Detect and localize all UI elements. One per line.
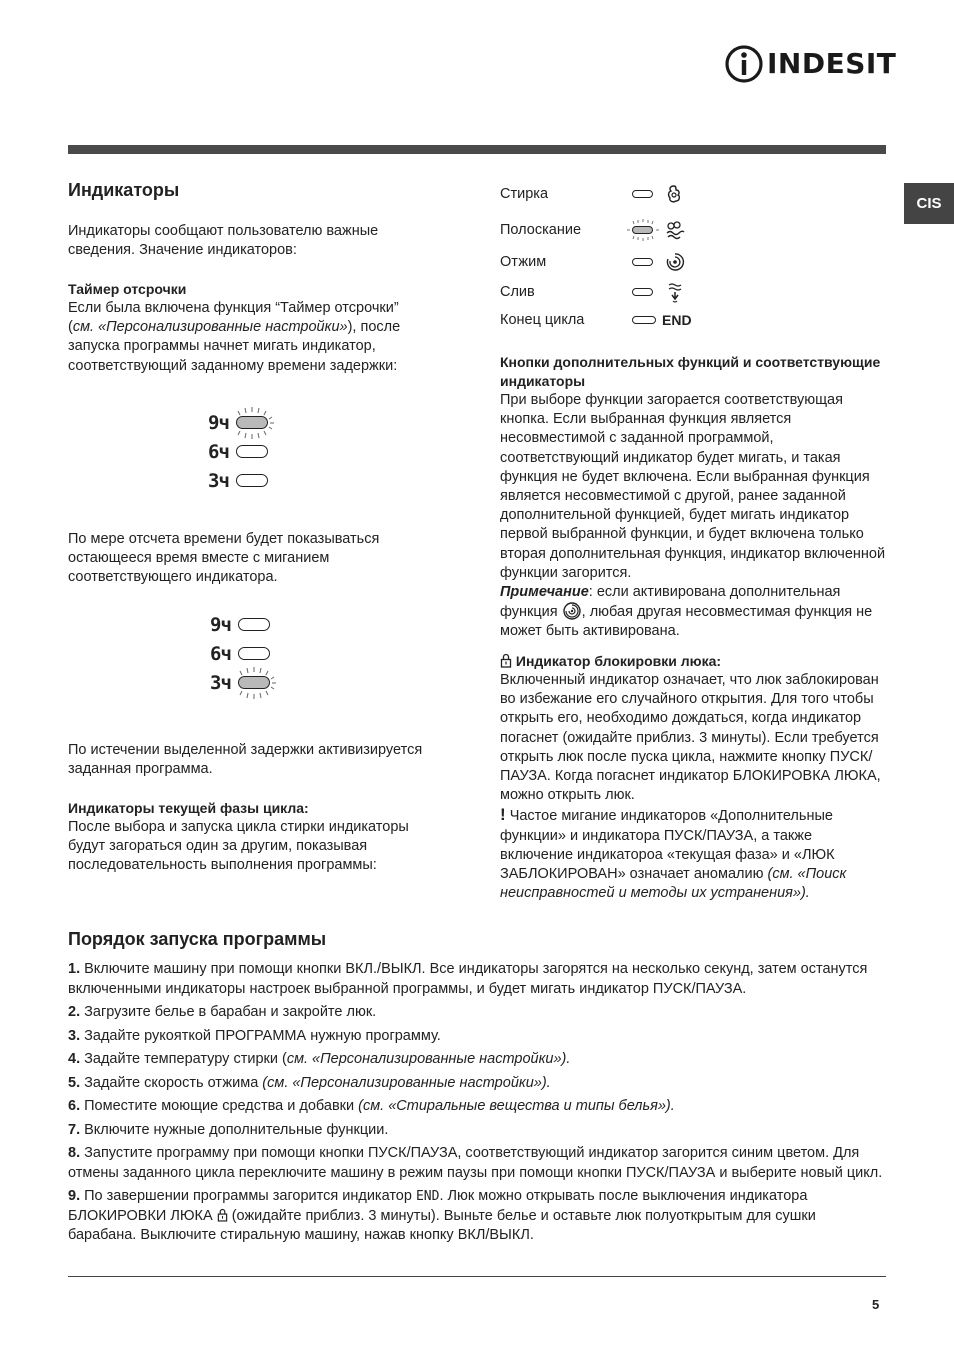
phase-label: Конец цикла bbox=[500, 312, 585, 328]
phase-led bbox=[632, 190, 653, 198]
phase-led bbox=[632, 258, 653, 266]
lock-section bbox=[500, 652, 886, 903]
brand-logo bbox=[724, 40, 896, 86]
timer-row-3h bbox=[210, 668, 284, 697]
lock-heading-row bbox=[500, 652, 886, 671]
door-lock-icon bbox=[217, 1208, 228, 1222]
timer-label-6h: 6ч bbox=[208, 440, 229, 463]
phase-row-wash bbox=[500, 180, 692, 208]
timer-row-9h bbox=[210, 610, 284, 639]
timer-indicator-group-1 bbox=[208, 408, 282, 495]
end-text: END bbox=[662, 312, 692, 328]
step-8: 8. Запустите программу при помощи кнопки ПУСК/ПАУЗА, соответствующий индикатор загорится синим цветом. Для отмены заданного цикла переключите машину в режим паузы при помощи кнопки ПУСК/ПАУЗА и выберите новый цикл. bbox=[68, 1145, 883, 1181]
phase-row-spin bbox=[500, 248, 692, 276]
phase-label: Полоскание bbox=[500, 222, 582, 238]
timer-label-6h: 6ч bbox=[210, 642, 231, 665]
phase-led bbox=[632, 316, 656, 324]
language-tab: CIS bbox=[904, 183, 954, 224]
phase-label: Стирка bbox=[500, 186, 549, 202]
timer-ref: см. «Персонализированные настройки» bbox=[72, 319, 348, 336]
timer-label-9h: 9ч bbox=[210, 613, 231, 636]
start-steps bbox=[68, 960, 886, 1250]
drain-icon bbox=[665, 281, 685, 303]
phase-row-drain bbox=[500, 278, 692, 306]
step-7: 7. Включите нужные дополнительные функции. bbox=[68, 1121, 389, 1138]
timer-heading: Таймер отсрочки bbox=[68, 281, 187, 297]
timer-led-3h bbox=[236, 474, 268, 487]
indicators-title: Индикаторы bbox=[68, 180, 180, 200]
phase-led bbox=[632, 288, 653, 296]
phase-section bbox=[68, 799, 438, 876]
phase-row-rinse bbox=[500, 216, 692, 244]
timer-led-9h bbox=[238, 618, 270, 631]
timer-section bbox=[68, 280, 428, 376]
indesit-logo-icon bbox=[724, 40, 764, 86]
step-9: 9. По завершении программы загорится индикатор END. Люк можно открывать после выключения индикатора БЛОКИРОВКИ ЛЮКА (ожидайте приблиз. 3 минуты). Выньте белье и оставьте люк полуоткрытым для сушки барабана. Выключите стиральную машину, нажав кнопку ВКЛ/ВЫКЛ. bbox=[68, 1188, 816, 1243]
lock-text: Включенный индикатор означает, что люк заблокирован во избежание его случайного открытия. Для того чтобы открыть его, необходимо дождаться, когда индикатор погаснет (ожидайте приблиз. 3 минуты). Если требуется открыть люк после пуска цикла, нажмите кнопку ПУСК/ПАУЗА. Когда погаснет индикатор БЛОКИРОВКА ЛЮКА, можно открыть люк. bbox=[500, 672, 881, 804]
timer-label-3h: 3ч bbox=[208, 469, 229, 492]
page-number: 5 bbox=[872, 1297, 880, 1312]
timer-row-3h bbox=[208, 466, 282, 495]
footer-rule bbox=[68, 1276, 886, 1277]
phase-heading: Индикаторы текущей фазы цикла: bbox=[68, 800, 309, 816]
phase-label: Отжим bbox=[500, 254, 547, 270]
phase-led-blinking bbox=[632, 226, 653, 234]
lock-heading: Индикатор блокировки люка: bbox=[515, 653, 722, 669]
timer-text: Если была включена функция “Таймер отсрочки” (см. «Персонализированные настройки»), после запуска программы начнет мигать индикатор, соответствующий заданному времени задержки: bbox=[68, 300, 401, 374]
super-wash-icon bbox=[562, 602, 582, 620]
timer-led-9h-blinking bbox=[236, 411, 282, 435]
lock-warning: ! Частое мигание индикаторов «Дополнительные функции» и индикатора ПУСК/ПАУЗА, а также включение индикатороа «текущая фаза» и «ЛЮК ЗАБЛОКИРОВАН» означает аномалию (см. «Поиск неисправностей и методы их устранения»). bbox=[500, 805, 847, 902]
options-text: При выборе функции загорается соответствующая кнопка. Если выбранная функция является несовместимой с заданной программой, соответствующий индикатор будет мигать, и такая функция не будет включена. Если выбранная функция является несовместимой с другой, ранее заданной дополнительной функцией, будет мигать индикатор первой выбранной функции, и будет включена только вторая дополнительная функция, индикатор включенной функции загорится. bbox=[500, 392, 886, 581]
door-lock-icon bbox=[500, 653, 512, 668]
timer-led-6h bbox=[238, 647, 270, 660]
timer-label-3h: 3ч bbox=[210, 671, 231, 694]
options-heading: Кнопки дополнительных функций и соответствующие индикаторы bbox=[500, 354, 881, 389]
timer-row-9h bbox=[208, 408, 282, 437]
phase-label: Слив bbox=[500, 284, 535, 300]
phase-text: После выбора и запуска цикла стирки индикаторы будут загораться один за другим, показывая последовательность выполнения программы: bbox=[68, 819, 409, 874]
countdown-text: По мере отсчета времени будет показываться остающееся время вместе с миганием соответствующего индикатора. bbox=[68, 531, 380, 586]
step-5: 5. Задайте скорость отжима (см. «Персонализированные настройки»). bbox=[68, 1074, 551, 1091]
options-note: Примечание: если активирована дополнительная функция , любая другая несовместимая функция не может быть активирована. bbox=[500, 584, 873, 640]
warning-ref: (см. «Поиск неисправностей и методы их устранения»). bbox=[500, 866, 847, 902]
timer-led-6h bbox=[236, 445, 268, 458]
brand-name: INDESIT bbox=[767, 46, 897, 80]
indicators-intro: Индикаторы сообщают пользователю важные сведения. Значение индикаторов: bbox=[68, 223, 379, 259]
header-rule bbox=[68, 145, 886, 154]
step-1: 1. Включите машину при помощи кнопки ВКЛ./ВЫКЛ. Все индикаторы загорятся на несколько секунд, затем останутся включенными индикаторы настроек выбранной программы, и будет мигать индикатор ПУСК/ПАУЗА. bbox=[68, 961, 868, 997]
step-3: 3. Задайте рукояткой ПРОГРАММА нужную программу. bbox=[68, 1027, 441, 1044]
warning-icon: ! bbox=[500, 805, 506, 825]
expiry-text: По истечении выделенной задержки активизируется заданная программа. bbox=[68, 742, 423, 778]
step-6: 6. Поместите моющие средства и добавки (см. «Стиральные вещества и типы белья»). bbox=[68, 1098, 675, 1114]
note-label: Примечание bbox=[500, 584, 589, 601]
timer-led-3h-blinking bbox=[238, 671, 284, 695]
wash-icon bbox=[665, 184, 683, 204]
phase-row-end bbox=[500, 306, 692, 334]
spin-icon bbox=[665, 252, 685, 272]
options-section bbox=[500, 353, 886, 642]
step-4: 4. Задайте температуру стирки (см. «Персонализированные настройки»). bbox=[68, 1051, 571, 1067]
step-2: 2. Загрузите белье в барабан и закройте люк. bbox=[68, 1004, 377, 1020]
end-indicator-text: END bbox=[415, 1189, 440, 1204]
phase-indicator-list bbox=[500, 180, 692, 334]
timer-indicator-group-2 bbox=[210, 610, 284, 697]
timer-label-9h: 9ч bbox=[208, 411, 229, 434]
rinse-icon bbox=[665, 220, 685, 240]
start-title: Порядок запуска программы bbox=[68, 929, 327, 949]
